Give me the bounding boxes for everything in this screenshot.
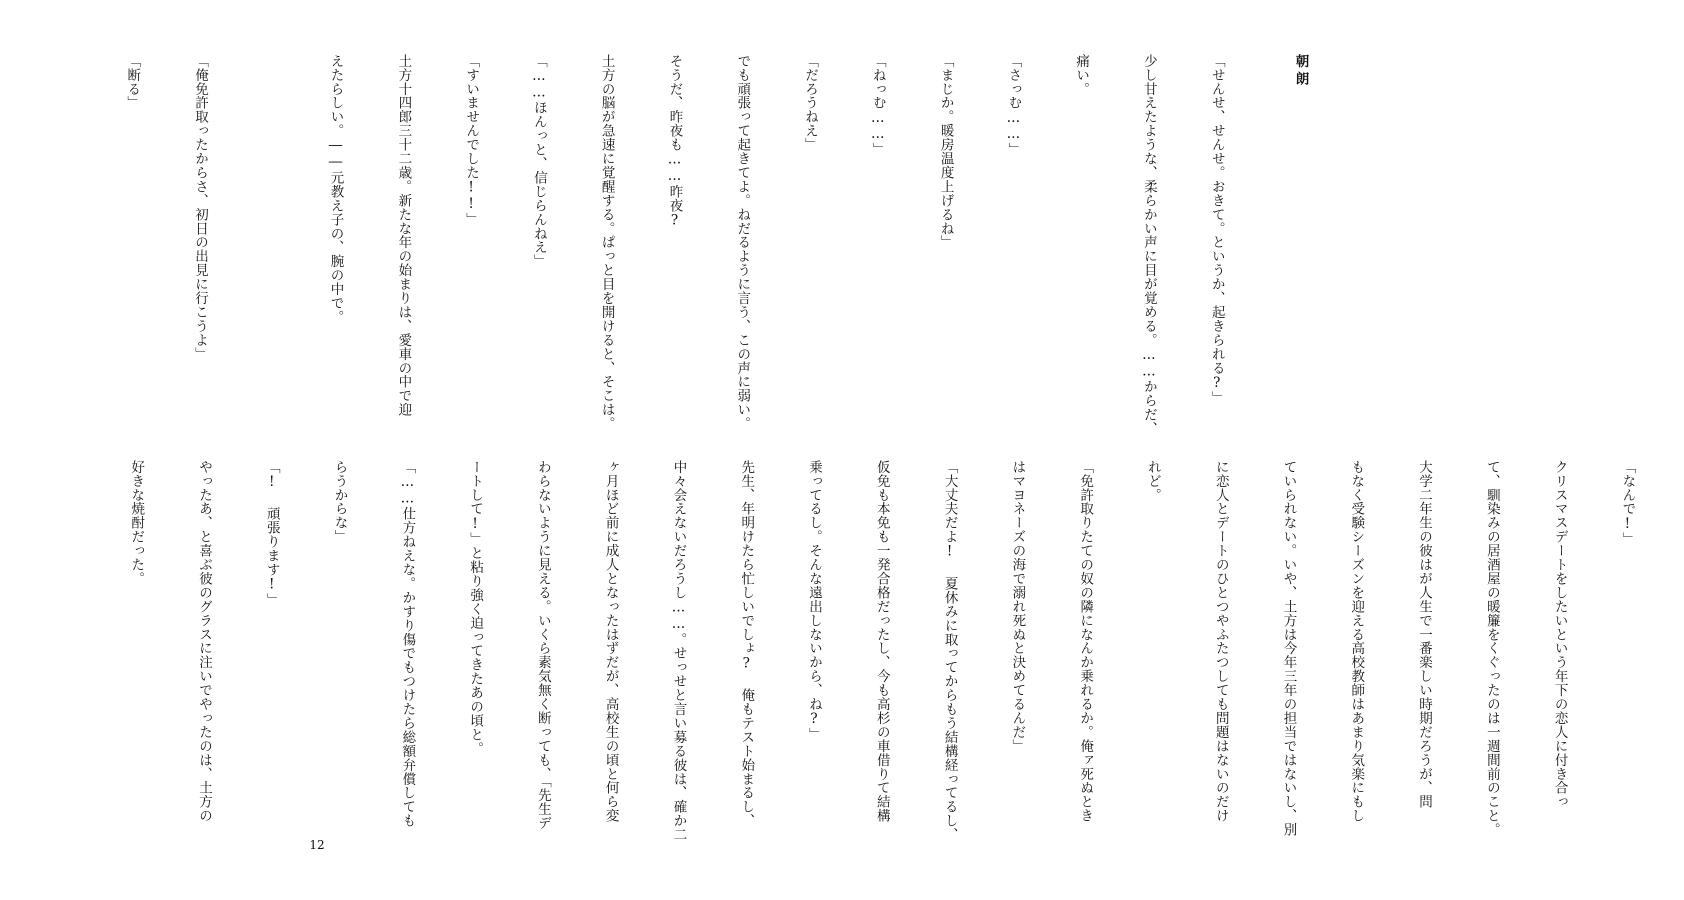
text-line: 大学二年生の彼はが人生で一番楽しい時期だろうが、問 [1416,460,1433,809]
text-line: 「せんせ、せんせ。おきて。というか、起きられる?」 [1208,54,1225,406]
text-line: 「断る」 [124,54,141,110]
text-line: やったあ、と喜ぶ彼のグラスに注いでやったのは、土方の [195,460,212,823]
text-line: て、馴染みの居酒屋の暖簾をくぐったのは一週間前のこと。 [1483,460,1500,837]
text-line: 中々会えないだろうし……。せっせと言い募る彼は、確か二 [670,460,687,842]
text-line: 痛い。 [1073,54,1090,96]
text-line: クリスマスデートをしたいという年下の恋人に付き合っ [1551,460,1568,809]
text-line: 好きな焼酎だった。 [128,460,145,586]
text-line: 「俺免許取ったからさ、初日の出見に行こうよ」 [191,54,208,361]
text-line: ていられない。いや、土方は今年三年の担当ではないし、別 [1280,460,1297,837]
text-line: 仮免も本免も一発合格だったし、今も高杉の車借りて結構 [873,460,890,823]
text-line: 「……仕方ねえな。かすり傷でもつけたら総額弁償しても [399,460,416,828]
text-line: はマヨネーズの海で溺れ死ぬと決めてるんだ」 [1009,460,1026,753]
text-line: えたらしい。――元教え子の、腕の中で。 [327,54,344,325]
text-line: もなく受験シーズンを迎える高校教師はあまり気楽にもし [1348,460,1365,823]
blank-line [256,54,279,438]
chapter-title: 朝朗 [1292,54,1309,89]
text-line: 「ねっむ……」 [869,54,886,157]
text-line: ヶ月ほど前に成人となったはずだが、高校生の頃と何ら変 [602,460,619,823]
text-line: 「免許取りたての奴の隣になんか乗れるか。俺ァ死ぬとき [1077,460,1094,823]
text-line: 「すいませんでした!!」 [463,54,480,227]
text-line: 土方の脳が急速に覚醒する。ぱっと目を開けると、そこは。 [598,54,615,431]
lower-text-block [102,460,1684,852]
text-line: 土方十四郎三十二歳。新たな年の始まりは、愛車の中で迎 [395,54,412,417]
text-line: 乗ってるし。そんな遠出しないから、ね?」 [806,460,822,742]
text-line: でも頑張って起きてよ。ねだるように言う、この声に弱い。 [734,54,751,431]
text-line: わらないように見える。いくら素気無く断っても、「先生デ [534,460,551,830]
text-line: 先生、年明けたら忙しいでしょ? 俺もテスト始まるし、 [738,460,755,828]
text-line: 「まじか。暖房温度上げるね」 [937,54,954,250]
text-line: 「大丈夫だよ! 夏休みに取ってからもう結構経ってるし、 [941,460,958,842]
page-number: 12 [309,838,325,852]
text-line: 少し甘えたような、柔らかい声に目が覚める。……からだ、 [1140,54,1157,436]
text-line: 「……ほんっと、信じらんねえ」 [530,54,547,269]
text-line: ートして!」と粘り強く迫ってきたあの頃と。 [467,460,484,756]
text-line: に恋人とデートのひとつやふたつしても問題はないのだけ [1212,460,1229,823]
text-line: 「さっむ……」 [1005,54,1022,157]
text-line: 「だろうねえ」 [802,54,818,152]
text-line: そうだ、昨夜も……昨夜? [666,54,683,229]
text-line: らうからな」 [331,460,348,544]
text-line: 「! 頑張ります!」 [263,460,280,607]
upper-text-block [98,54,1357,438]
text-line: れど。 [1144,460,1161,502]
text-line: 「なんで!」 [1619,460,1636,547]
